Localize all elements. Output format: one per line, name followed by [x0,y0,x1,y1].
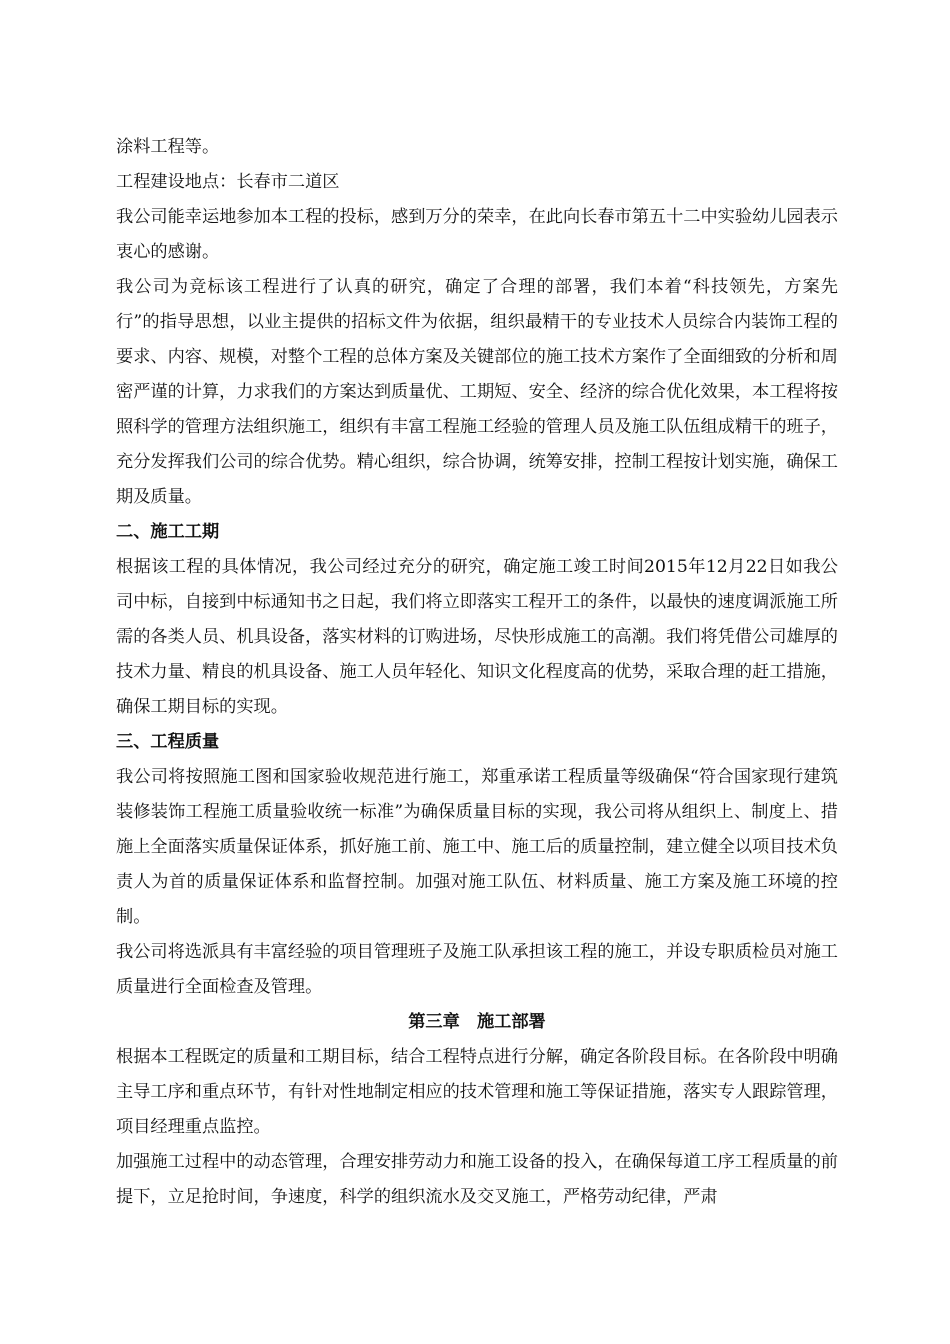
paragraph-deployment-1: 根据本工程既定的质量和工期目标，结合工程特点进行分解，确定各阶段目标。在各阶段中明确主导工序和重点环节，有针对性地制定相应的技术管理和施工等保证措施，落实专人跟踪管理，项目经理重点监控。 [116,1047,838,1137]
section-heading-schedule: 二、施工工期 [116,522,220,542]
paragraph-schedule: 根据该工程的具体情况，我公司经过充分的研究，确定施工竣工时间2015年12月22日如我公司中标，自接到中标通知书之日起，我们将立即落实工程开工的条件，以最快的速度调派施工所需的各类人员、机具设备，落实材料的订购进场，尽快形成施工的高潮。我们将凭借公司雄厚的技术力量、精良的机具设备、施工人员年轻化、知识文化程度高的优势，采取合理的赶工措施，确保工期目标的实现。 [116,557,838,717]
document-page [116,130,838,1215]
paragraph-scope-end: 涂料工程等。 [116,137,220,157]
paragraph-location: 工程建设地点：长春市二道区 [116,172,340,192]
paragraph-deployment-2: 加强施工过程中的动态管理，合理安排劳动力和施工设备的投入，在确保每道工序工程质量的前提下，立足抢时间，争速度，科学的组织流水及交叉施工，严格劳动纪律，严肃 [116,1152,838,1207]
paragraph-quality-1: 我公司将按照施工图和国家验收规范进行施工，郑重承诺工程质量等级确保“符合国家现行建筑装修装饰工程施工质量验收统一标准”为确保质量目标的实现，我公司将从组织上、制度上、措施上全面落实质量保证体系，抓好施工前、施工中、施工后的质量控制，建立健全以项目技术负责人为首的质量保证体系和监督控制。加强对施工队伍、材料质量、施工方案及施工环境的控制。 [116,767,838,927]
paragraph-thanks: 我公司能幸运地参加本工程的投标，感到万分的荣幸，在此向长春市第五十二中实验幼儿园表示衷心的感谢。 [116,207,838,262]
paragraph-quality-2: 我公司将选派具有丰富经验的项目管理班子及施工队承担该工程的施工，并设专职质检员对施工质量进行全面检查及管理。 [116,942,838,997]
section-heading-quality: 三、工程质量 [116,732,220,752]
paragraph-approach: 我公司为竞标该工程进行了认真的研究，确定了合理的部署，我们本着“科技领先，方案先行”的指导思想，以业主提供的招标文件为依据，组织最精干的专业技术人员综合内装饰工程的要求、内容、规模，对整个工程的总体方案及关键部位的施工技术方案作了全面细致的分析和周密严谨的计算，力求我们的方案达到质量优、工期短、安全、经济的综合优化效果，本工程将按照科学的管理方法组织施工，组织有丰富工程施工经验的管理人员及施工队伍组成精干的班子，充分发挥我们公司的综合优势。精心组织，综合协调，统筹安排，控制工程按计划实施，确保工期及质量。 [116,277,838,507]
chapter-title: 第三章 施工部署 [408,1012,546,1032]
